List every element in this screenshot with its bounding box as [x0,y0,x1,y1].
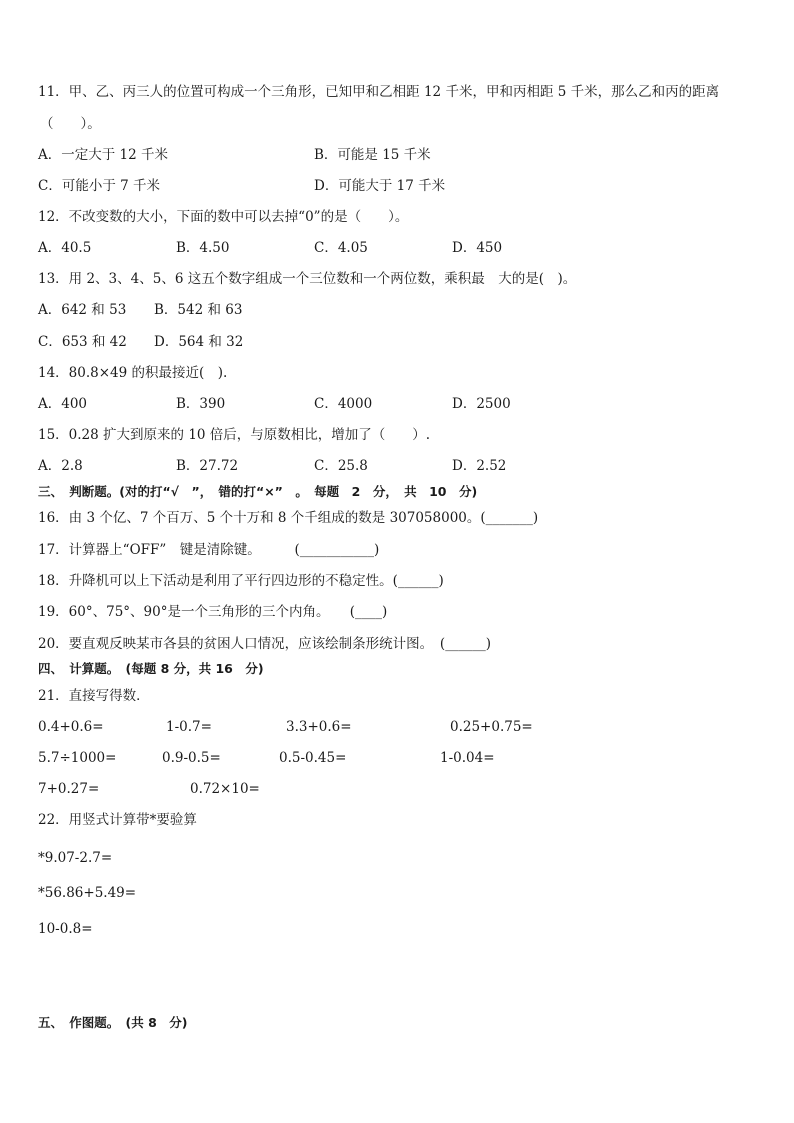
option-d: D．2500 [452,396,511,412]
option-d: D．564 和 32 [154,334,244,350]
calc-item: 0.5-0.45= [279,750,347,766]
option-d: D．2.52 [452,458,507,474]
calc-item: 3.3+0.6= [286,719,352,735]
question-14-stem: 14．80.8×49 的积最接近( ). [38,365,228,381]
option-b: B．542 和 63 [154,302,243,318]
option-c: C．25.8 [314,458,368,474]
vertical-calc-item: *56.86+5.49= [38,885,137,901]
section-3-title: 三、 判断题。(对的打“√ ”， 错的打“×” 。 每题 2 分， 共 10 分) [38,484,478,499]
calc-item: 0.9-0.5= [162,750,221,766]
option-c: C．653 和 42 [38,334,127,350]
option-a: A．642 和 53 [38,302,127,318]
question-21-stem: 21．直接写得数． [38,688,150,704]
option-b: B．390 [176,396,226,412]
question-17: 17．计算器上“OFF” 键是清除键。 (___________) [38,542,380,558]
option-b: B．4.50 [176,240,230,256]
option-a: A．40.5 [38,240,92,256]
option-a: A．400 [38,396,88,412]
option-b: B．27.72 [176,458,239,474]
option-c: C．4.05 [314,240,368,256]
question-11-stem: 11．甲、乙、丙三人的位置可构成一个三角形，已知甲和乙相距 12 千米，甲和丙相距 5 千米，那么乙和丙的距离 [38,84,720,100]
calc-item: 7+0.27= [38,781,100,797]
question-19: 19．60°、75°、90°是一个三角形的三个内角。 (____) [38,604,388,620]
option-b: B．可能是 15 千米 [314,147,431,163]
vertical-calc-item: *9.07-2.7= [38,850,113,866]
question-15-stem: 15．0.28 扩大到原来的 10 倍后，与原数相比，增加了（ ）. [38,427,431,443]
section-5-title: 五、 作图题。 (共 8 分) [38,1015,188,1030]
question-13-stem: 13．用 2、3、4、5、6 这五个数字组成一个三位数和一个两位数，乘积最 大的是( )。 [38,271,577,287]
calc-item: 1-0.7= [166,719,212,735]
calc-item: 0.4+0.6= [38,719,104,735]
option-d: D．450 [452,240,503,256]
question-20: 20．要直观反映某市各县的贫困人口情况，应该绘制条形统计图。 (______) [38,636,491,652]
question-18: 18．升降机可以上下活动是利用了平行四边形的不稳定性。(______) [38,573,444,589]
section-4-title: 四、 计算题。 (每题 8 分，共 16 分) [38,661,264,676]
question-12-stem: 12．不改变数的大小，下面的数中可以去掉“0”的是（ ）。 [38,209,409,225]
question-16: 16．由 3 个亿、7 个百万、5 个十万和 8 个千组成的数是 307058000。(_______) [38,510,539,526]
option-a: A．2.8 [38,458,83,474]
calc-item: 1-0.04= [440,750,495,766]
option-c: C．4000 [314,396,373,412]
option-d: D．可能大于 17 千米 [314,178,446,194]
calc-item: 0.72×10= [190,781,260,797]
option-c: C．可能小于 7 千米 [38,178,161,194]
calc-item: 5.7÷1000= [38,750,117,766]
calc-item: 0.25+0.75= [450,719,533,735]
option-a: A．一定大于 12 千米 [38,147,169,163]
question-11-blank: （ ）。 [40,116,101,132]
vertical-calc-item: 10-0.8= [38,921,93,937]
question-22-stem: 22．用竖式计算带*要验算 [38,812,197,828]
